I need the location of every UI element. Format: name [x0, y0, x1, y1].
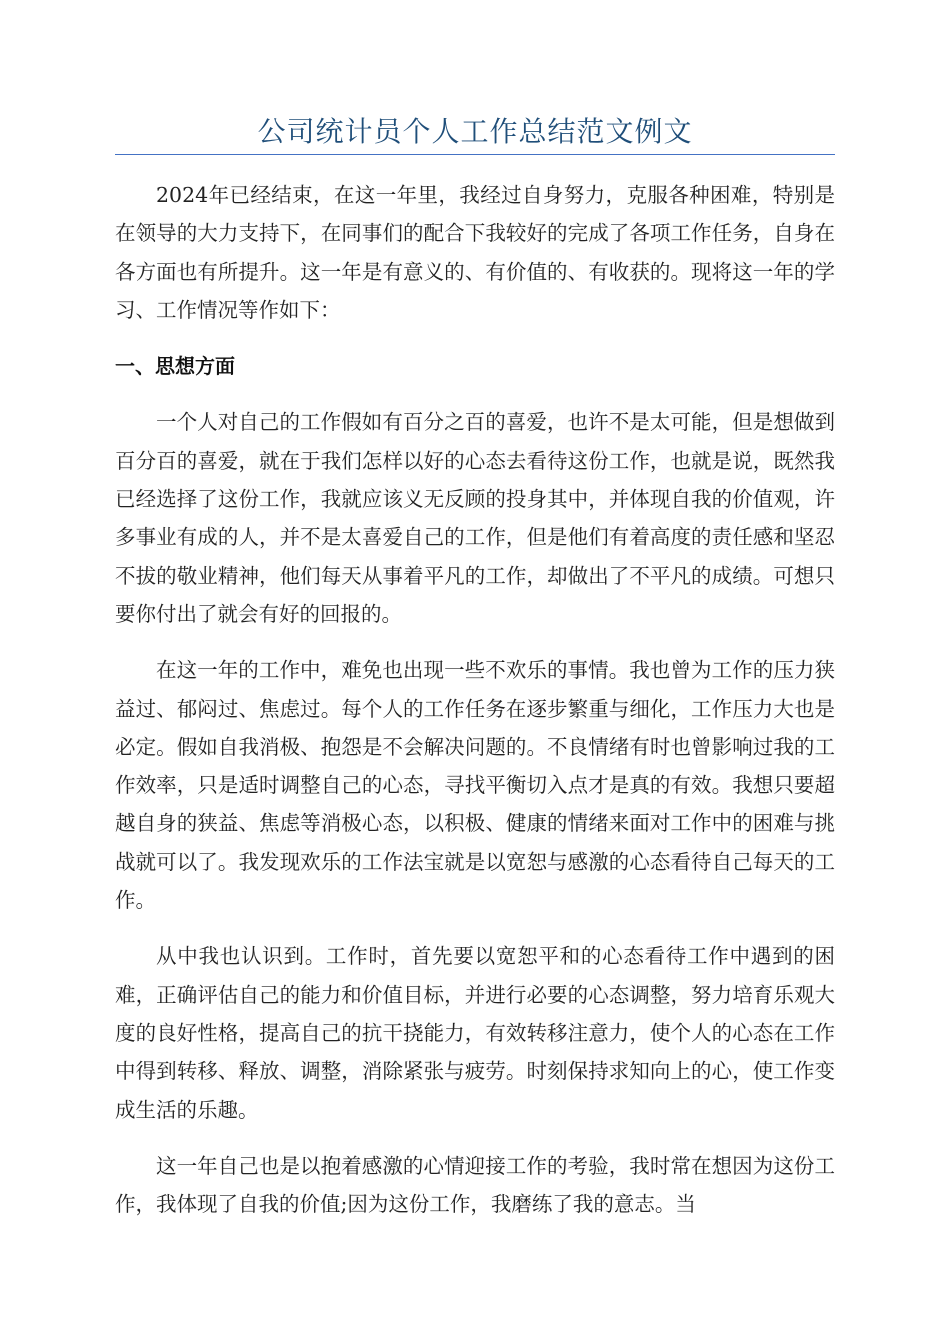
body-paragraph: 一个人对自己的工作假如有百分之百的喜爱，也许不是太可能，但是想做到百分百的喜爱，就在于我们怎样以好的心态去看待这份工作，也就是说，既然我已经选择了这份工作，我就应该义无反顾的投身其中，并体现自我的价值观，许多事业有成的人，并不是太喜爱自己的工作，但是他们有着高度的责任感和坚忍不拔的敬业精神，他们每天从事着平凡的工作，却做出了不平凡的成绩。可想只要你付出了就会有好的回报的。	[115, 410, 835, 626]
title-underline	[115, 154, 835, 155]
intro-paragraph: 2024年已经结束，在这一年里，我经过自身努力，克服各种困难，特别是在领导的大力支持下，在同事们的配合下我较好的完成了各项工作任务，自身在各方面也有所提升。这一年是有意义的、有价值的、有收获的。现将这一年的学习、工作情况等作如下：	[115, 183, 835, 322]
document-title: 公司统计员个人工作总结范文例文	[257, 115, 693, 148]
section-heading-thoughts: 一、思想方面	[115, 354, 235, 379]
body-paragraph: 这一年自己也是以抱着感激的心情迎接工作的考验，我时常在想因为这份工作，我体现了自我的价值;因为这份工作，我磨练了我的意志。当	[115, 1153, 835, 1217]
body-paragraph: 在这一年的工作中，难免也出现一些不欢乐的事情。我也曾为工作的压力狭益过、郁闷过、焦虑过。每个人的工作任务在逐步繁重与细化，工作压力大也是必定。假如自我消极、抱怨是不会解决问题的。不良情绪有时也曾影响过我的工作效率，只是适时调整自己的心态，寻找平衡切入点才是真的有效。我想只要超越自身的狭益、焦虑等消极心态，以积极、健康的情绪来面对工作中的困难与挑战就可以了。我发现欢乐的工作法宝就是以宽恕与感激的心态看待自己每天的工作。	[115, 658, 835, 913]
body-paragraph: 从中我也认识到。工作时，首先要以宽恕平和的心态看待工作中遇到的困难，正确评估自己的能力和价值目标，并进行必要的心态调整，努力培育乐观大度的良好性格，提高自己的抗干挠能力，有效转移注意力，使个人的心态在工作中得到转移、释放、调整，消除紧张与疲劳。时刻保持求知向上的心，使工作变成生活的乐趣。	[115, 944, 835, 1122]
document-body	[115, 176, 835, 1241]
